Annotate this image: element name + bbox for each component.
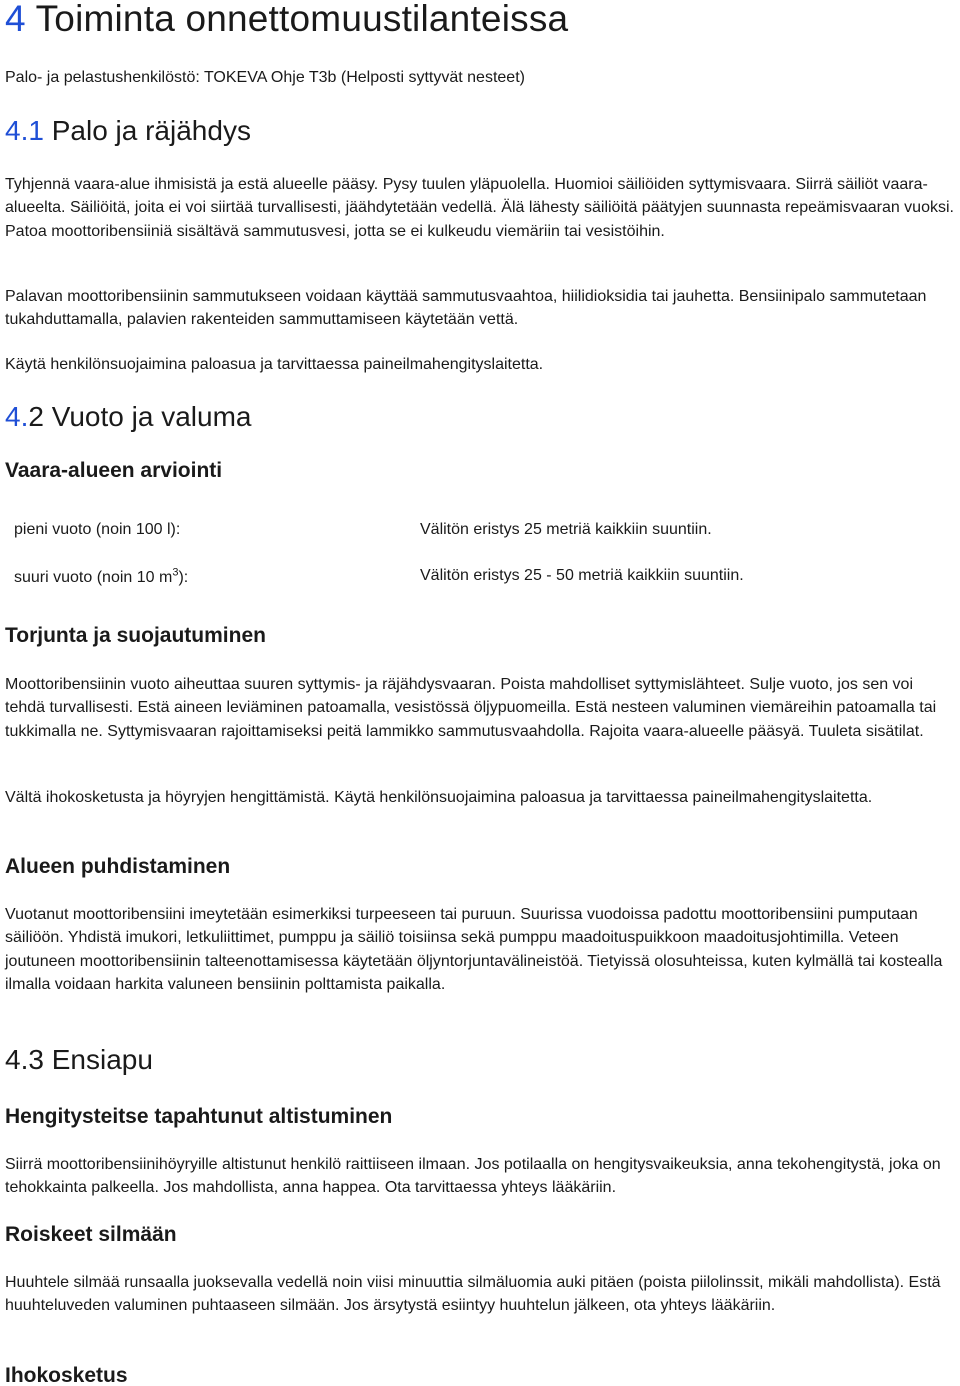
section-title-fire-text: Palo ja räjähdys (51, 115, 251, 146)
small-leak-label: pieni vuoto (noin 100 l): (14, 521, 181, 538)
fire-paragraph-2: Palavan moottoribensiinin sammutukseen voidaan käyttää sammutusvaahtoa, hiilidioksidia tai jauhetta. Bensiinipalo sammutetaan tukahduttamalla, palavien rakenteiden sammuttamiseen käytetään vettä. (5, 288, 927, 329)
chapter-title (5, 0, 956, 41)
assessment-title: Vaara-alueen arviointi (5, 459, 223, 482)
chapter-title-text: Toiminta onnettomuustilanteissa (35, 0, 569, 39)
large-leak-label (14, 567, 188, 589)
protection-paragraph-2: Vältä ihokosketusta ja höyryjen hengittämistä. Käytä henkilönsuojaimina paloasua ja tarvittaessa paineilmahengityslaitetta. (5, 789, 873, 806)
protection-title: Torjunta ja suojautuminen (5, 624, 266, 647)
section-title-leak (5, 400, 956, 434)
cleanup-title: Alueen puhdistaminen (5, 855, 231, 878)
section-title-firstaid-text: Ensiapu (51, 1044, 153, 1075)
fire-paragraph-3: Käytä henkilönsuojaimina paloasua ja tarvittaessa paineilmahengityslaitetta. (5, 356, 544, 373)
skin-title: Ihokosketus (5, 1364, 128, 1386)
intro-paragraph: Palo- ja pelastushenkilöstö: TOKEVA Ohje T3b (Helposti syttyvät nesteet) (5, 69, 525, 86)
large-leak-label-pre: suuri vuoto (noin 10 m (14, 569, 173, 586)
large-leak-label-sup: 3 (172, 566, 179, 579)
section-title-firstaid (5, 1043, 956, 1077)
protection-paragraph-1: Moottoribensiinin vuoto aiheuttaa suuren syttymis- ja räjähdysvaaran. Poista mahdolliset syttymislähteet. Sulje vuoto, jos sen voi tehdä turvallisesti. Estä aineen leviäminen patoamalla, vesistössä öljypuomeilla. Estä nesteen valuminen viemäreihin patoamalla tai tukkimalla ne. Syttymisvaaran rajoittamiseksi peitä lammikko sammutusvaahdolla. Rajoita vaara-alueelle pääsyä. Tuuleta sisätilat. (5, 676, 937, 740)
section-number-leak-b: 2 (28, 401, 44, 432)
section-number-firstaid: 4.3 (5, 1044, 44, 1075)
section-number-leak-a: 4. (5, 401, 29, 432)
large-leak-label-post: ): (178, 569, 189, 586)
cleanup-paragraph-1: Vuotanut moottoribensiini imeytetään esimerkiksi turpeeseen tai puruun. Suurissa vuodoissa padottu moottoribensiini pumputaan säiliöön. Yhdistä imukori, letkuliittimet, pumppu ja säiliö toisiinsa sekä pumppu maadoituspuikkoon maadoitusjohtimilla. Veteen joutuneen moottoribensiinin talteenottamisessa käytetään öljyntorjuntavälineistöä. Tietyissä olosuhteissa, kuten kylmällä tai kostealla ilmalla voidaan harkita valuneen bensiinin polttamista paikalla. (5, 906, 943, 993)
section-title-fire (5, 114, 956, 148)
section-title-leak-text: Vuoto ja valuma (51, 401, 252, 432)
eyes-title: Roiskeet silmään (5, 1223, 177, 1246)
fire-paragraph-1: Tyhjennä vaara-alue ihmisistä ja estä alueelle pääsy. Pysy tuulen yläpuolella. Huomioi säiliöiden syttymisvaara. Siirrä säiliöt vaara-alueelta. Säiliöitä, joita ei voi siirtää turvallisesti, jäähdytetään vedellä. Älä lähesty säiliöitä päätyjen suunnasta repeämisvaaran vuoksi. Patoa moottoribensiiniä sisältävä sammutusvesi, jotta se ei kulkeudu viemäriin tai vesistöihin. (5, 176, 954, 240)
large-leak-value: Välitön eristys 25 - 50 metriä kaikkiin suuntiin. (420, 567, 744, 584)
section-number-fire: 4.1 (5, 115, 44, 146)
inhalation-paragraph-1: Siirrä moottoribensiinihöyryille altistunut henkilö raittiiseen ilmaan. Jos potilaalla on hengitysvaikeuksia, anna tekohengitystä, joka on tehokkainta palkeella. Jos mahdollista, anna happea. Ota tarvittaessa yhteys lääkäriin. (5, 1156, 941, 1197)
inhalation-title: Hengitysteitse tapahtunut altistuminen (5, 1105, 393, 1128)
chapter-number: 4 (5, 0, 26, 39)
small-leak-value: Välitön eristys 25 metriä kaikkiin suuntiin. (420, 521, 712, 538)
eyes-paragraph-1: Huuhtele silmää runsaalla juoksevalla vedellä noin viisi minuuttia silmäluomia auki pitäen (poista piilolinssit, mikäli mahdollista). Estä huuhteluveden valuminen puhtaaseen silmään. Jos ärsytystä esiintyy huuhtelun jälkeen, ota yhteys lääkäriin. (5, 1274, 941, 1315)
